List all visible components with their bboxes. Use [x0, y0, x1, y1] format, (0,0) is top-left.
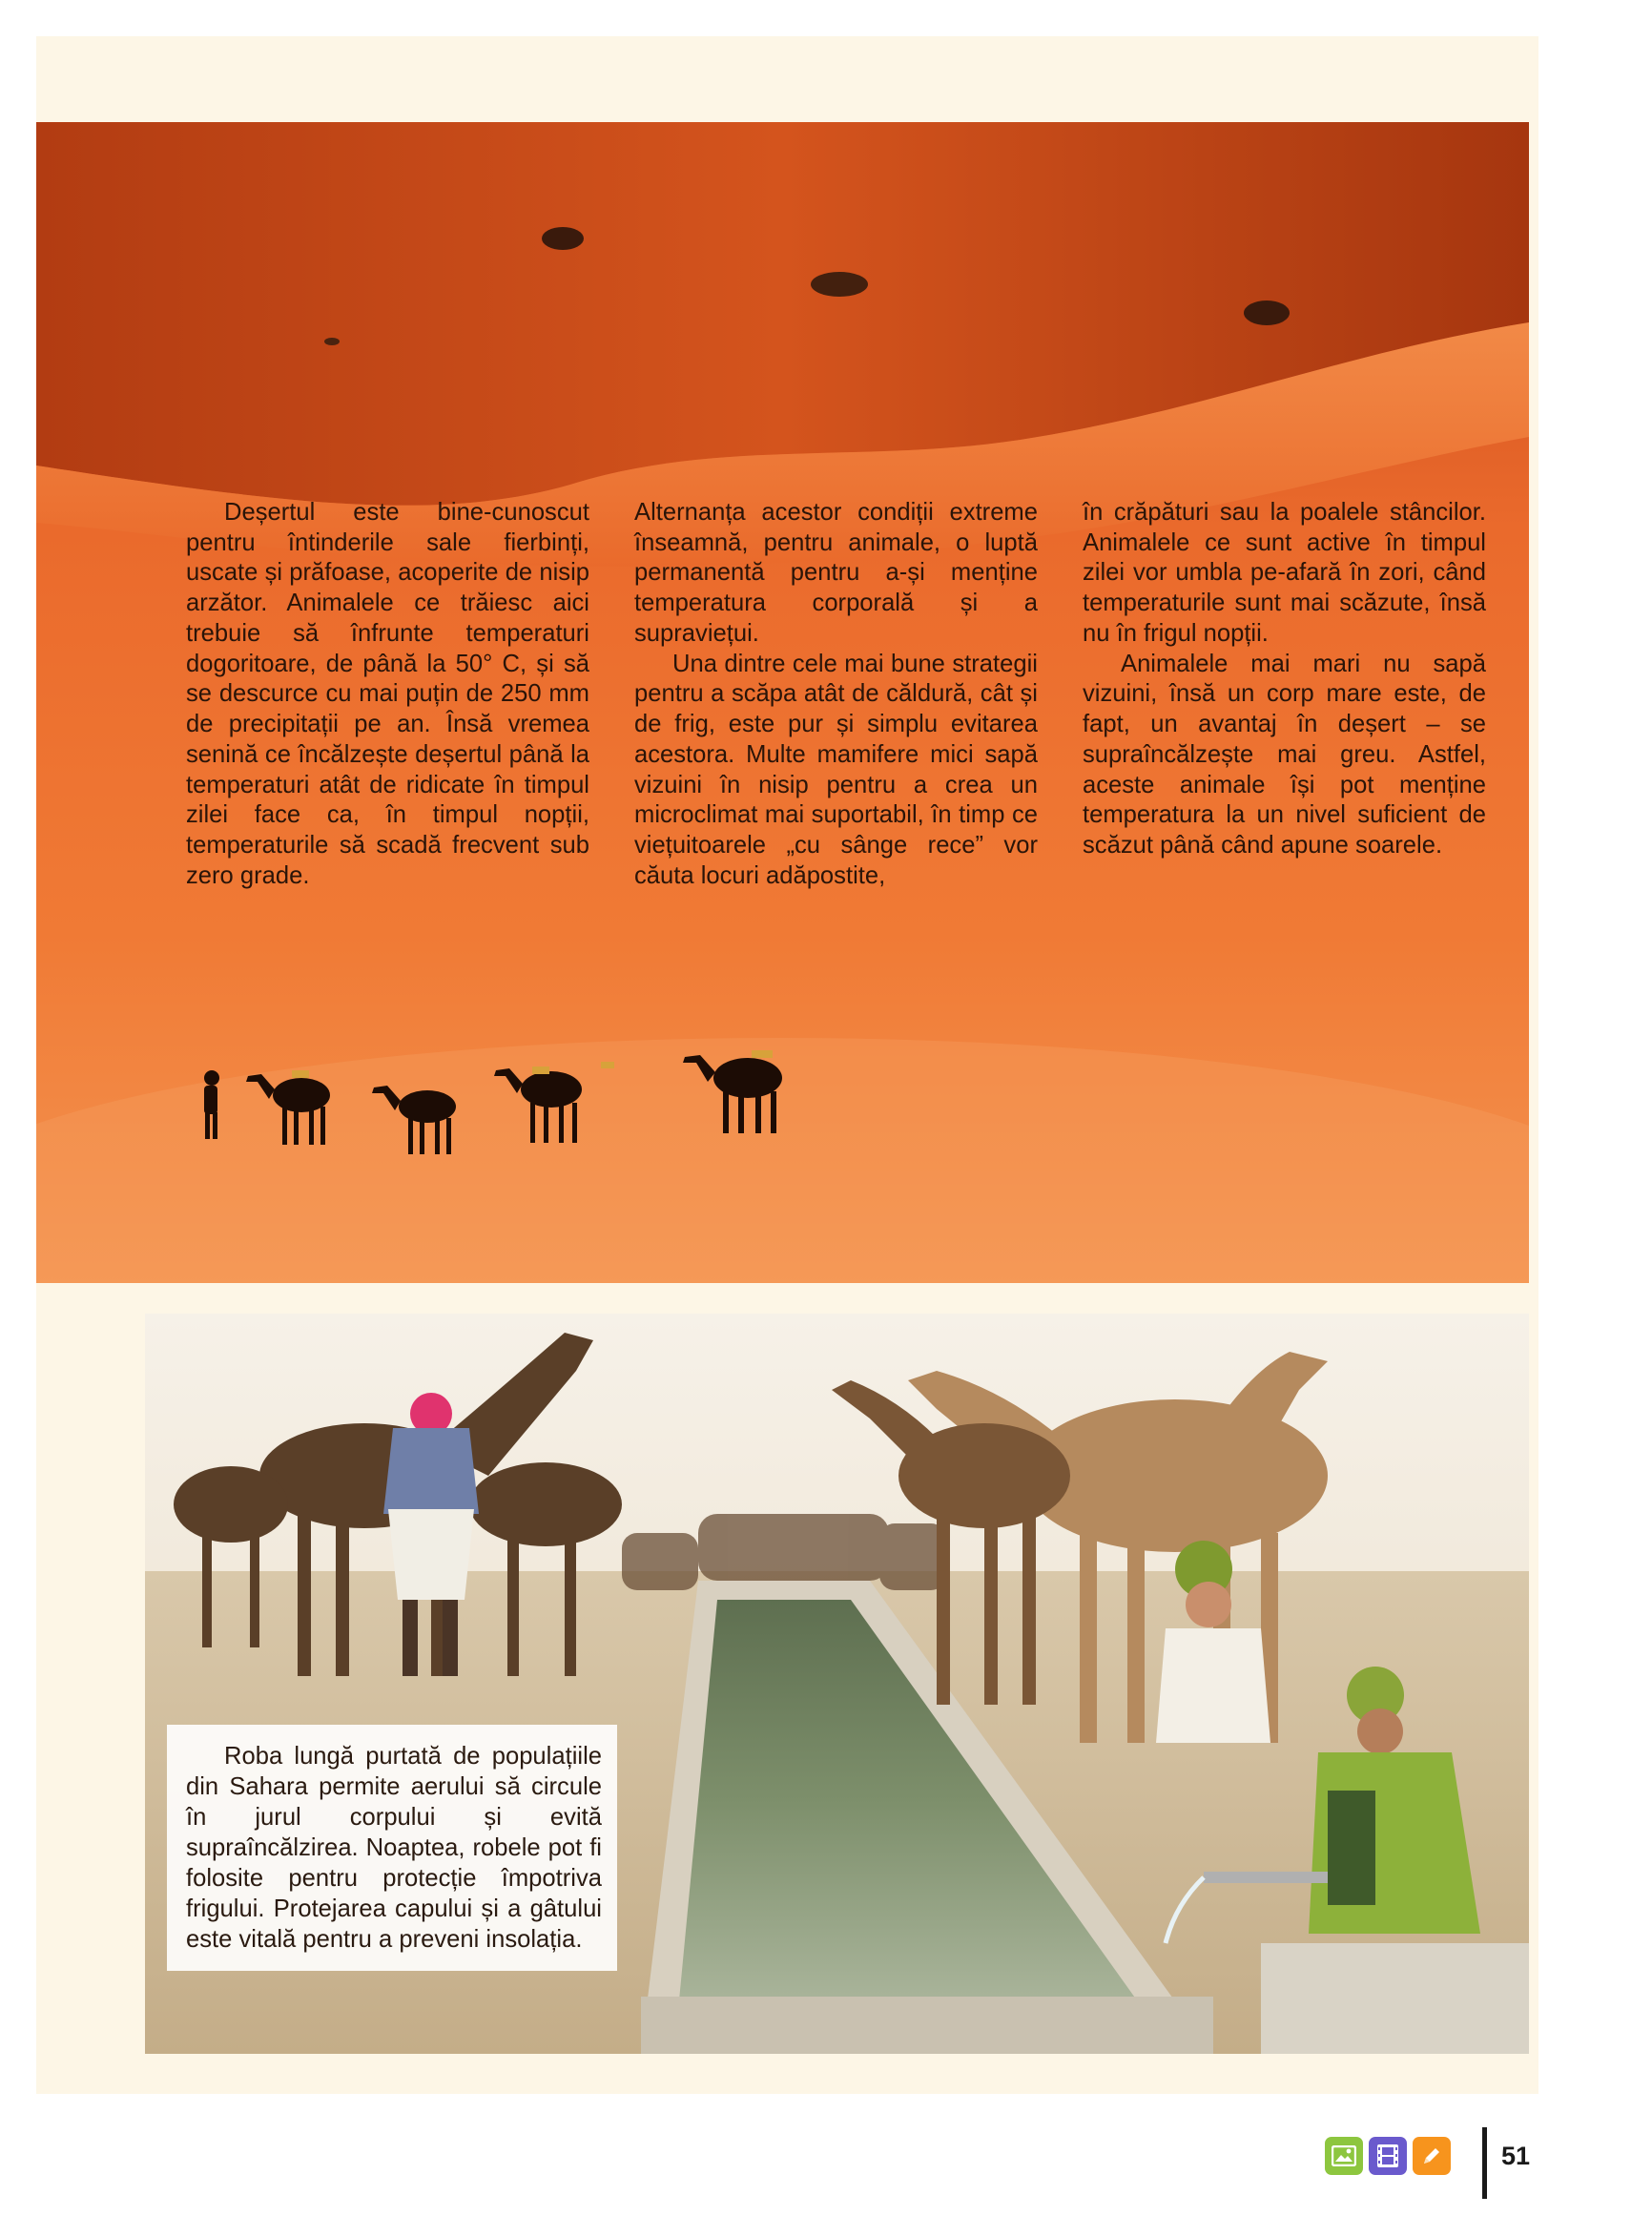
pencil-icon[interactable]	[1413, 2137, 1451, 2175]
article-paragraph: Alternanța acestor condiții extreme înseamnă, pentru animale, o luptă permanentă pentru a-și menține temperatura corporală și a supraviețui.	[634, 499, 1038, 647]
article-paragraph: Animalele mai mari nu sapă vizuini, însă un corp mare este, de fapt, un avantaj în deșert – se supraîncălzește mai greu. Astfel, aceste animale își pot menține temperatura la un nivel suficient de scăzut până când apune soarele.	[1083, 650, 1486, 859]
article-column-2	[634, 498, 1038, 892]
photo-caption	[167, 1725, 617, 1971]
article-column-3	[1083, 498, 1486, 892]
image-icon[interactable]	[1325, 2137, 1363, 2175]
article-paragraph: Deșertul este bine-cunoscut pentru întinderile sale fierbinți, uscate și prăfoase, acoperite de nisip arzător. Animalele ce trăiesc aici trebuie să înfrunte temperaturi dogoritoare, de până la 50° C, și să se descurce cu mai puțin de 250 mm de precipitații pe an. Însă vremea senină ce încălzește deșertul până la temperaturi atât de ridicate în timpul zilei face ca, în timpul nopții, temperaturile să scadă frecvent sub zero grade.	[186, 499, 589, 889]
caption-text: Roba lungă purtată de populațiile din Sahara permite aerului să circule în jurul corpului și evită supraîncălzirea. Noaptea, robele pot fi folosite pentru protecție împotriva frigului. Protejarea capului și a gâtului este vitală pentru a preveni insolația.	[186, 1743, 602, 1953]
film-icon[interactable]	[1369, 2137, 1407, 2175]
footer-icons	[1325, 2137, 1451, 2175]
article-column-1	[186, 498, 589, 892]
article-text	[186, 498, 1487, 892]
article-paragraph: în crăpături sau la poalele stâncilor. Animalele ce sunt active în timpul zilei vor umbla pe-afară în zori, când temperaturile sunt mai scăzute, însă nu în frigul nopții.	[1083, 499, 1486, 647]
article-paragraph: Una dintre cele mai bune strategii pentru a scăpa atât de căldură, cât și de frig, este pur și simplu evitarea acestora. Multe mamifere mici sapă vizuini în nisip pentru a crea un microclimat mai suportabil, în timp ce viețuitoarele „cu sânge rece” vor căuta locuri adăpostite,	[634, 650, 1038, 889]
page-number: 51	[1501, 2142, 1531, 2170]
footer-divider	[1482, 2127, 1487, 2199]
